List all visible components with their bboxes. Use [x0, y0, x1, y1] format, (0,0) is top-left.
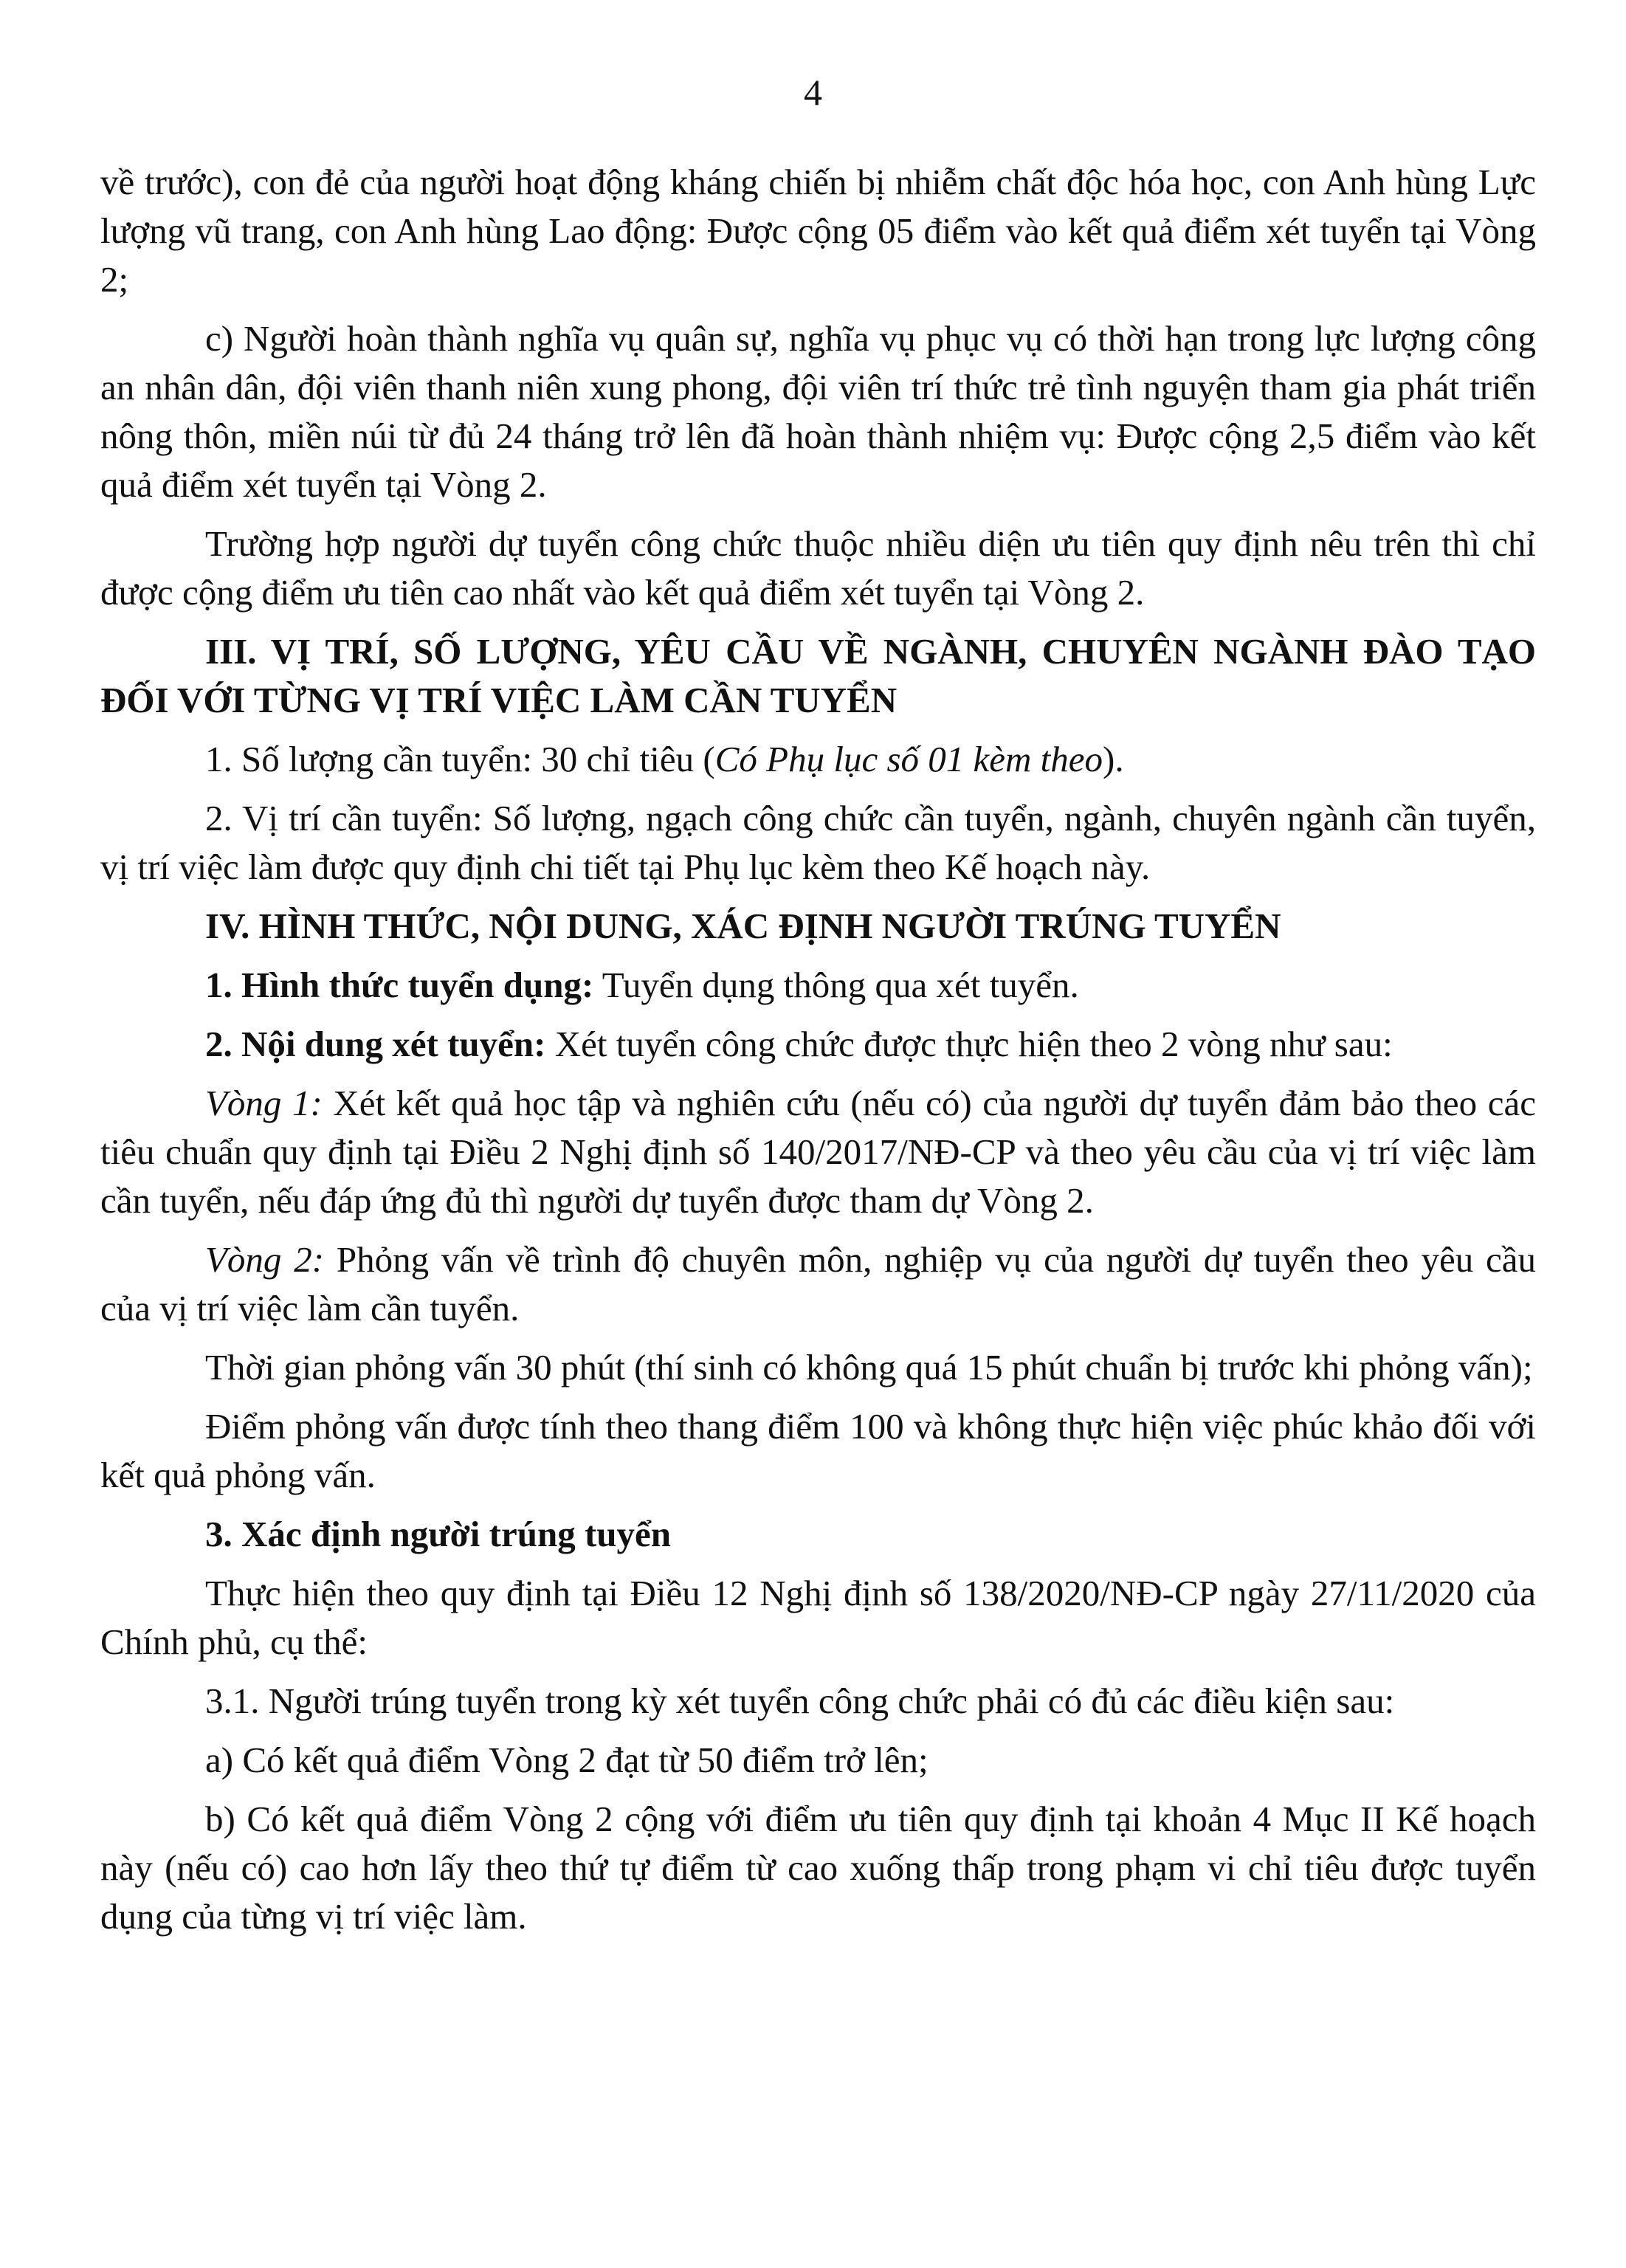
content-label: 2. Nội dung xét tuyển:: [205, 1024, 546, 1064]
quantity-appendix-note: Có Phụ lục số 01 kèm theo: [714, 739, 1103, 779]
round-1-text: Xét kết quả học tập và nghiên cứu (nếu có) của người dự tuyển đảm bảo theo các tiêu chuẩn quy định tại Điều 2 Nghị định số 140/2017/NĐ-CP và theo yêu cầu của vị trí việc làm cần tuyển, nếu đáp ứng đủ thì người dự tuyển được tham dự Vòng 2.: [100, 1083, 1536, 1221]
paragraph-condition-a: a) Có kết quả điểm Vòng 2 đạt từ 50 điểm trở lên;: [205, 1740, 929, 1780]
form-text: Tuyển dụng thông qua xét tuyển.: [593, 965, 1079, 1005]
quantity-end: ).: [1103, 739, 1124, 779]
paragraph-multiple-priority: Trường hợp người dự tuyển công chức thuộc nhiều diện ưu tiên quy định nêu trên thì chỉ được cộng điểm ưu tiên cao nhất vào kết quả điểm xét tuyển tại Vòng 2.: [100, 523, 1536, 613]
paragraph-condition-b: b) Có kết quả điểm Vòng 2 cộng với điểm ưu tiên quy định tại khoản 4 Mục II Kế hoạch này (nếu có) cao hơn lấy theo thứ tự điểm từ cao xuống thấp trong phạm vi chỉ tiêu được tuyển dụng của từng vị trí việc làm.: [100, 1799, 1536, 1937]
paragraph-round-2: [100, 1235, 1536, 1333]
round-2-label: Vòng 2:: [205, 1239, 325, 1280]
document-body: [100, 158, 1536, 1941]
paragraph-interview-time: Thời gian phỏng vấn 30 phút (thí sinh có không quá 15 phút chuẩn bị trước khi phỏng vấn);: [205, 1347, 1533, 1388]
paragraph-round-1: [100, 1079, 1536, 1225]
content-text: Xét tuyển công chức được thực hiện theo 2 vòng như sau:: [545, 1024, 1393, 1064]
round-1-label: Vòng 1:: [205, 1083, 323, 1123]
paragraph-3-1: 3.1. Người trúng tuyển trong kỳ xét tuyển công chức phải có đủ các điều kiện sau:: [205, 1681, 1395, 1721]
quantity-text: 1. Số lượng cần tuyển: 30 chỉ tiêu (: [205, 739, 715, 779]
section-heading-iii: III. VỊ TRÍ, SỐ LƯỢNG, YÊU CẦU VỀ NGÀNH, CHUYÊN NGÀNH ĐÀO TẠO ĐỐI VỚI TỪNG VỊ TRÍ VIỆC LÀM CẦN TUYỂN: [100, 631, 1536, 720]
paragraph-priority-c: c) Người hoàn thành nghĩa vụ quân sự, nghĩa vụ phục vụ có thời hạn trong lực lượng công an nhân dân, đội viên thanh niên xung phong, đội viên trí thức trẻ tình nguyện tham gia phát triển nông thôn, miền núi từ đủ 24 tháng trở lên đã hoàn thành nhiệm vụ: Được cộng 2,5 điểm vào kết quả điểm xét tuyển tại Vòng 2.: [100, 318, 1536, 505]
paragraph-content: [100, 1020, 1536, 1069]
form-label: 1. Hình thức tuyển dụng:: [205, 965, 594, 1005]
paragraph-form: [100, 961, 1536, 1010]
paragraph-continuation: về trước), con đẻ của người hoạt động kháng chiến bị nhiễm chất độc hóa học, con Anh hùng Lực lượng vũ trang, con Anh hùng Lao động: Được cộng 05 điểm vào kết quả điểm xét tuyển tại Vòng 2;: [100, 162, 1536, 300]
paragraph-positions: 2. Vị trí cần tuyển: Số lượng, ngạch công chức cần tuyển, ngành, chuyên ngành cần tuyển, vị trí việc làm được quy định chi tiết tại Phụ lục kèm theo Kế hoạch này.: [100, 798, 1536, 887]
page-number: 4: [804, 72, 822, 113]
paragraph-quantity: [100, 735, 1536, 784]
subsection-heading-3: 3. Xác định người trúng tuyển: [205, 1514, 672, 1554]
round-2-text: Phỏng vấn về trình độ chuyên môn, nghiệp vụ của người dự tuyển theo yêu cầu của vị trí việc làm cần tuyển.: [100, 1239, 1537, 1328]
paragraph-implementation: Thực hiện theo quy định tại Điều 12 Nghị định số 138/2020/NĐ-CP ngày 27/11/2020 của Chính phủ, cụ thể:: [100, 1573, 1536, 1662]
section-heading-iv: IV. HÌNH THỨC, NỘI DUNG, XÁC ĐỊNH NGƯỜI TRÚNG TUYỂN: [205, 906, 1281, 946]
paragraph-interview-score: Điểm phỏng vấn được tính theo thang điểm 100 và không thực hiện việc phúc khảo đối với kết quả phỏng vấn.: [100, 1406, 1536, 1495]
